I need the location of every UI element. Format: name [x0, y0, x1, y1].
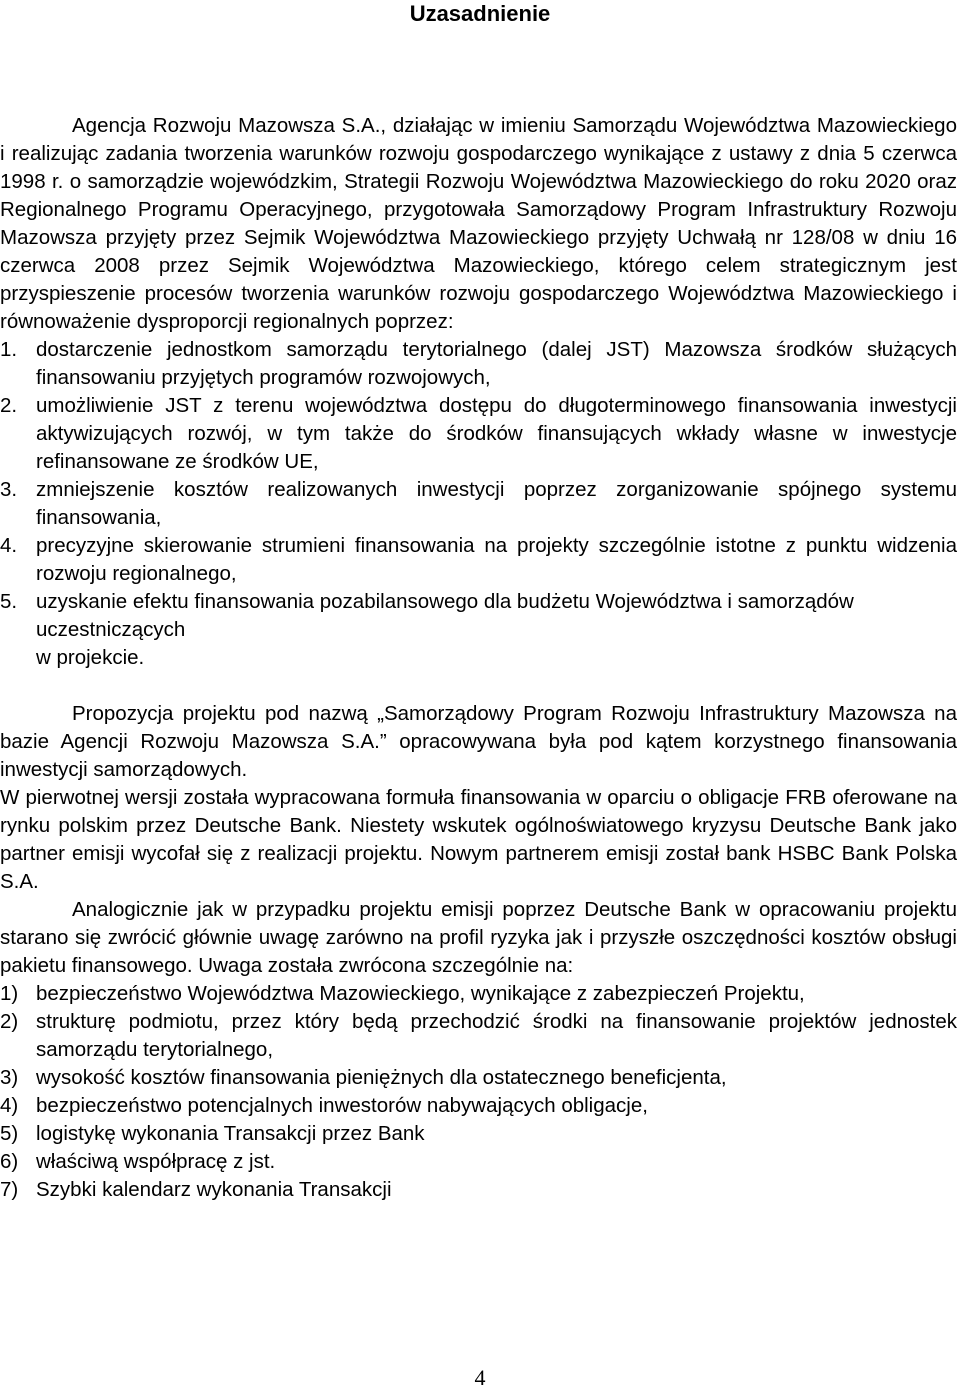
- paragraph-analogy: Analogicznie jak w przypadku projektu emisji poprzez Deutsche Bank w opracowaniu projektu starano się zwrócić głównie uwagę zarówno na profil ryzyka jak i przyszłe oszczędności kosztów obsługi pakietu finansowego. Uwaga została zwrócona szczególnie na:: [0, 898, 957, 977]
- list-item-number: 4): [0, 1094, 19, 1117]
- list-item: [0, 980, 957, 1008]
- list-item-number: 4.: [0, 534, 18, 557]
- list-item-text: właściwą współpracę z jst.: [36, 1150, 276, 1173]
- list-item: [0, 1120, 957, 1148]
- goals-list: [0, 336, 957, 672]
- paragraph-proposal: Propozycja projektu pod nazwą „Samorządowy Program Rozwoju Infrastruktury Mazowsza na bazie Agencji Rozwoju Mazowsza S.A.” opracowywana była pod kątem korzystnego finansowania inwestycji samorządowych.: [0, 702, 957, 781]
- list-item-text: wysokość kosztów finansowania pieniężnych dla ostatecznego beneficjenta,: [36, 1066, 727, 1089]
- list-item-number: 1): [0, 982, 19, 1005]
- list-item-text: Szybki kalendarz wykonania Transakcji: [36, 1178, 392, 1201]
- list-item: [0, 532, 957, 588]
- list-item-number: 6): [0, 1150, 19, 1173]
- list-item-text: uzyskanie efektu finansowania pozabilansowego dla budżetu Województwa i samorządów uczestniczących: [36, 590, 854, 641]
- list-item-number: 1.: [0, 338, 18, 361]
- list-item-number: 2.: [0, 394, 18, 417]
- list-item: [0, 336, 957, 392]
- list-item-number: 2): [0, 1010, 19, 1033]
- list-item: [0, 392, 957, 476]
- attention-list: [0, 980, 957, 1204]
- list-item-tail-text: w projekcie.: [36, 646, 145, 669]
- list-item: [0, 1008, 957, 1064]
- list-item: [0, 1064, 957, 1092]
- list-item-text: bezpieczeństwo potencjalnych inwestorów nabywających obligacje,: [36, 1094, 648, 1117]
- paragraph-intro: Agencja Rozwoju Mazowsza S.A., działając w imieniu Samorządu Województwa Mazowieckiego i realizując zadania tworzenia warunków rozwoju gospodarczego wynikające z ustawy z dnia 5 czerwca 1998 r. o samorządzie wojewódzkim, Strategii Rozwoju Województwa Mazowieckiego do roku 2020 oraz Regionalnego Programu Operacyjnego, przygotowała Samorządowy Program Infrastruktury Rozwoju Mazowsza przyjęty przez Sejmik Województwa Mazowieckiego przyjęty Uchwałą nr 128/08 w dniu 16 czerwca 2008 przez Sejmik Województwa Mazowieckiego, którego celem strategicznym jest przyspieszenie procesów tworzenia warunków rozwoju gospodarczego Województwa Mazowieckiego i równoważenie dysproporcji regionalnych poprzez:: [0, 114, 957, 333]
- list-item-text: dostarczenie jednostkom samorządu terytorialnego (dalej JST) Mazowsza środków służących finansowaniu przyjętych programów rozwojowych,: [36, 338, 957, 389]
- document-heading: Uzasadnienie: [409, 1, 551, 26]
- list-item-number: 5.: [0, 590, 18, 613]
- list-item-continuation: [0, 644, 957, 672]
- list-item-text: strukturę podmiotu, przez który będą przechodzić środki na finansowanie projektów jednostek samorządu terytorialnego,: [36, 1010, 957, 1061]
- list-item-text: bezpieczeństwo Województwa Mazowieckiego, wynikające z zabezpieczeń Projektu,: [36, 982, 805, 1005]
- list-item: [0, 1148, 957, 1176]
- document-body: [0, 112, 957, 1204]
- list-item-number: 7): [0, 1178, 19, 1201]
- list-item: [0, 476, 957, 532]
- list-item: [0, 588, 957, 644]
- list-item-number: 3.: [0, 478, 18, 501]
- page-number: 4: [474, 1365, 486, 1390]
- list-item-number: 5): [0, 1122, 19, 1145]
- list-item-number: 3): [0, 1066, 19, 1089]
- list-item: [0, 1176, 957, 1204]
- list-item-text: precyzyjne skierowanie strumieni finansowania na projekty szczególnie istotne z punktu widzenia rozwoju regionalnego,: [36, 534, 957, 585]
- list-item-text: zmniejszenie kosztów realizowanych inwestycji poprzez zorganizowanie spójnego systemu finansowania,: [36, 478, 957, 529]
- list-item-text: logistykę wykonania Transakcji przez Bank: [36, 1122, 425, 1145]
- paragraph-original-version: W pierwotnej wersji została wypracowana formuła finansowania w oparciu o obligacje FRB oferowane na rynku polskim przez Deutsche Bank. Niestety wskutek ogólnoświatowego kryzysu Deutsche Bank jako partner emisji wycofał się z realizacji projektu. Nowym partnerem emisji został bank HSBC Bank Polska S.A.: [0, 786, 957, 893]
- list-item-text: umożliwienie JST z terenu województwa dostępu do długoterminowego finansowania inwestycji aktywizujących rozwój, w tym także do środków finansujących wkłady własne w inwestycje refinansowane ze środków UE,: [36, 394, 957, 473]
- list-item: [0, 1092, 957, 1120]
